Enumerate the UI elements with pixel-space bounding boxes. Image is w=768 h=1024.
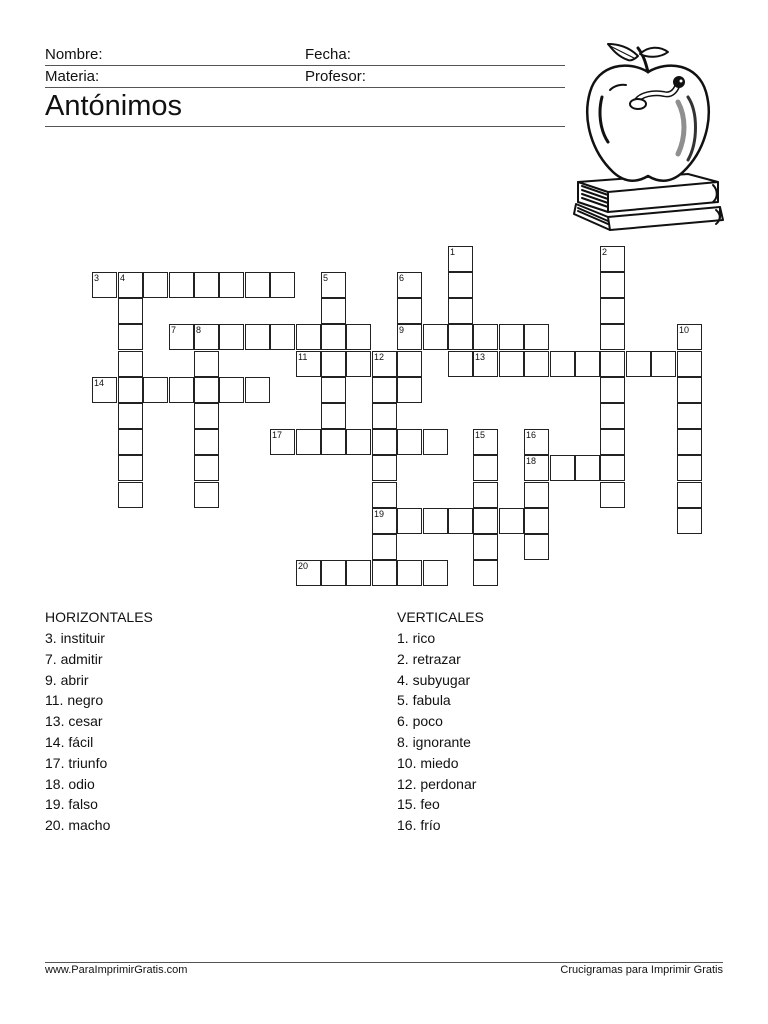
crossword-cell[interactable]: [423, 324, 448, 350]
crossword-cell[interactable]: [448, 324, 473, 350]
crossword-cell[interactable]: [321, 377, 346, 403]
crossword-cell[interactable]: [499, 508, 524, 534]
crossword-clue-number: 10: [679, 325, 690, 335]
crossword-cell[interactable]: [524, 351, 549, 377]
crossword-cell[interactable]: [600, 377, 625, 403]
crossword-cell[interactable]: [397, 377, 422, 403]
crossword-cell[interactable]: [372, 351, 397, 377]
crossword-cell[interactable]: [194, 482, 219, 508]
crossword-cell[interactable]: [92, 272, 117, 298]
crossword-cell[interactable]: [677, 403, 702, 429]
clue-horizontal: 17. triunfo: [45, 754, 108, 771]
crossword-cell[interactable]: [270, 272, 295, 298]
crossword-cell[interactable]: [346, 351, 371, 377]
crossword-clue-number: 9: [399, 325, 405, 335]
crossword-cell[interactable]: [372, 482, 397, 508]
crossword-cell[interactable]: [270, 324, 295, 350]
crossword-cell[interactable]: [600, 272, 625, 298]
crossword-clue-number: 17: [272, 430, 283, 440]
crossword-cell[interactable]: [600, 482, 625, 508]
crossword-cell[interactable]: [372, 508, 397, 534]
crossword-cell[interactable]: [397, 324, 422, 350]
clue-vertical: 1. rico: [397, 630, 436, 646]
crossword-clue-number: 20: [298, 561, 309, 571]
crossword-cell[interactable]: [473, 351, 498, 377]
crossword-cell[interactable]: [600, 455, 625, 481]
crossword-cell[interactable]: [423, 560, 448, 586]
crossword-cell[interactable]: [550, 351, 575, 377]
crossword-cell[interactable]: [169, 377, 194, 403]
crossword-cell[interactable]: [651, 351, 676, 377]
crossword-cell[interactable]: [397, 272, 422, 298]
crossword-cell[interactable]: [397, 429, 422, 455]
crossword-cell[interactable]: [296, 351, 321, 377]
crossword-cell[interactable]: [600, 351, 625, 377]
clue-horizontal: 19. falso: [45, 796, 98, 813]
crossword-cell[interactable]: [245, 272, 270, 298]
crossword-cell[interactable]: [346, 429, 371, 455]
crossword-cell[interactable]: [118, 272, 143, 298]
crossword-cell[interactable]: [473, 560, 498, 586]
crossword-cell[interactable]: [194, 455, 219, 481]
crossword-cell[interactable]: [321, 403, 346, 429]
clue-vertical: 10. miedo: [397, 754, 459, 771]
crossword-cell[interactable]: [321, 298, 346, 324]
crossword-cell[interactable]: [423, 508, 448, 534]
crossword-cell[interactable]: [92, 377, 117, 403]
crossword-cell[interactable]: [321, 429, 346, 455]
crossword-cell[interactable]: [423, 429, 448, 455]
clue-horizontal: 9. abrir: [45, 671, 89, 688]
crossword-cell[interactable]: [118, 298, 143, 324]
crossword-clue-number: 8: [196, 325, 202, 335]
crossword-cell[interactable]: [677, 429, 702, 455]
clue-horizontal: 14. fácil: [45, 733, 94, 750]
crossword-cell[interactable]: [245, 324, 270, 350]
crossword-cell[interactable]: [296, 324, 321, 350]
crossword-cell[interactable]: [372, 429, 397, 455]
clue-vertical: 4. subyugar: [397, 671, 471, 688]
crossword-cell[interactable]: [296, 429, 321, 455]
crossword-cell[interactable]: [372, 455, 397, 481]
crossword-clue-number: 4: [120, 273, 126, 283]
nombre-label: Nombre:: [45, 46, 103, 63]
crossword-cell[interactable]: [245, 377, 270, 403]
crossword-cell[interactable]: [600, 403, 625, 429]
crossword-cell[interactable]: [600, 324, 625, 350]
clue-horizontal: 7. admitir: [45, 650, 103, 667]
crossword-cell[interactable]: [448, 246, 473, 272]
crossword-cell[interactable]: [219, 377, 244, 403]
crossword-cell[interactable]: [397, 508, 422, 534]
crossword-cell[interactable]: [473, 429, 498, 455]
crossword-cell[interactable]: [677, 482, 702, 508]
footer-website: www.ParaImprimirGratis.com: [45, 964, 188, 976]
verticales-heading: VERTICALES: [397, 609, 484, 625]
crossword-cell[interactable]: [219, 324, 244, 350]
crossword-cell[interactable]: [321, 324, 346, 350]
crossword-clue-number: 11: [298, 352, 308, 362]
crossword-cell[interactable]: [473, 455, 498, 481]
crossword-cell[interactable]: [677, 455, 702, 481]
crossword-clue-number: 5: [323, 273, 329, 283]
crossword-cell[interactable]: [575, 455, 600, 481]
fecha-label: Fecha:: [305, 46, 351, 63]
crossword-cell[interactable]: [346, 560, 371, 586]
crossword-cell[interactable]: [677, 508, 702, 534]
crossword-cell[interactable]: [194, 351, 219, 377]
clue-horizontal: 13. cesar: [45, 713, 103, 730]
crossword-cell[interactable]: [194, 272, 219, 298]
clue-vertical: 2. retrazar: [397, 650, 461, 667]
crossword-cell[interactable]: [626, 351, 651, 377]
profesor-label: Profesor:: [305, 68, 366, 85]
crossword-cell[interactable]: [118, 455, 143, 481]
crossword-clue-number: 13: [475, 352, 486, 362]
clue-vertical: 5. fabula: [397, 692, 451, 709]
crossword-cell[interactable]: [600, 298, 625, 324]
crossword-cell[interactable]: [321, 272, 346, 298]
crossword-cell[interactable]: [524, 508, 549, 534]
crossword-cell[interactable]: [118, 403, 143, 429]
crossword-cell[interactable]: [524, 534, 549, 560]
crossword-cell[interactable]: [448, 508, 473, 534]
crossword-cell[interactable]: [473, 508, 498, 534]
crossword-cell[interactable]: [473, 534, 498, 560]
crossword-cell[interactable]: [524, 482, 549, 508]
crossword-cell[interactable]: [118, 482, 143, 508]
clue-horizontal: 11. negro: [45, 692, 104, 709]
crossword-cell[interactable]: [677, 324, 702, 350]
crossword-cell[interactable]: [169, 324, 194, 350]
crossword-clue-number: 1: [450, 247, 456, 257]
crossword-cell[interactable]: [219, 272, 244, 298]
crossword-clue-number: 19: [374, 509, 385, 519]
crossword-cell[interactable]: [499, 351, 524, 377]
crossword-clue-number: 18: [526, 456, 537, 466]
crossword-cell[interactable]: [524, 455, 549, 481]
crossword-cell[interactable]: [524, 324, 549, 350]
crossword-cell[interactable]: [118, 377, 143, 403]
crossword-cell[interactable]: [448, 298, 473, 324]
crossword-cell[interactable]: [677, 351, 702, 377]
clue-vertical: 6. poco: [397, 713, 443, 730]
crossword-clue-number: 14: [94, 378, 105, 388]
crossword-cell[interactable]: [270, 429, 295, 455]
crossword-clue-number: 2: [602, 247, 608, 257]
crossword-cell[interactable]: [448, 272, 473, 298]
footer-divider: [45, 962, 723, 963]
crossword-cell[interactable]: [575, 351, 600, 377]
crossword-cell[interactable]: [397, 298, 422, 324]
verticales-clue-list: [397, 609, 484, 836]
crossword-cell[interactable]: [296, 560, 321, 586]
crossword-cell[interactable]: [118, 351, 143, 377]
crossword-cell[interactable]: [372, 560, 397, 586]
page-title: Antónimos: [45, 90, 183, 122]
crossword-clue-number: 16: [526, 430, 537, 440]
crossword-cell[interactable]: [194, 403, 219, 429]
horizontales-clue-list: [45, 609, 153, 836]
crossword-clue-number: 7: [171, 325, 177, 335]
crossword-cell[interactable]: [321, 351, 346, 377]
crossword-cell[interactable]: [118, 324, 143, 350]
clue-horizontal: 3. instituir: [45, 630, 105, 646]
crossword-cell[interactable]: [600, 246, 625, 272]
materia-label: Materia:: [45, 68, 100, 85]
crossword-cell[interactable]: [397, 351, 422, 377]
crossword-cell[interactable]: [118, 429, 143, 455]
crossword-clue-number: 3: [94, 273, 100, 283]
clue-vertical: 16. frío: [397, 817, 441, 834]
crossword-cell[interactable]: [473, 324, 498, 350]
crossword-cell[interactable]: [372, 403, 397, 429]
crossword-cell[interactable]: [321, 560, 346, 586]
crossword-cell[interactable]: [143, 377, 168, 403]
crossword-cell[interactable]: [372, 377, 397, 403]
crossword-cell[interactable]: [473, 482, 498, 508]
crossword-clue-number: 12: [374, 352, 385, 362]
crossword-cell[interactable]: [372, 534, 397, 560]
crossword-cell[interactable]: [550, 455, 575, 481]
clue-horizontal: 18. odio: [45, 775, 95, 792]
clue-horizontal: 20. macho: [45, 817, 111, 834]
crossword-cell[interactable]: [194, 377, 219, 403]
clue-vertical: 15. feo: [397, 796, 440, 813]
crossword-cell[interactable]: [677, 377, 702, 403]
crossword-clue-number: 15: [475, 430, 486, 440]
crossword-cell[interactable]: [524, 429, 549, 455]
crossword-cell[interactable]: [499, 324, 524, 350]
crossword-cell[interactable]: [194, 324, 219, 350]
crossword-cell[interactable]: [448, 351, 473, 377]
clue-vertical: 12. perdonar: [397, 775, 477, 792]
clue-vertical: 8. ignorante: [397, 733, 471, 750]
crossword-cell[interactable]: [169, 272, 194, 298]
crossword-cell[interactable]: [397, 560, 422, 586]
horizontales-heading: HORIZONTALES: [45, 609, 153, 625]
footer-caption: Crucigramas para Imprimir Gratis: [560, 964, 723, 976]
crossword-cell[interactable]: [194, 429, 219, 455]
crossword-cell[interactable]: [143, 272, 168, 298]
crossword-cell[interactable]: [346, 324, 371, 350]
crossword-clue-number: 6: [399, 273, 405, 283]
crossword-cell[interactable]: [600, 429, 625, 455]
